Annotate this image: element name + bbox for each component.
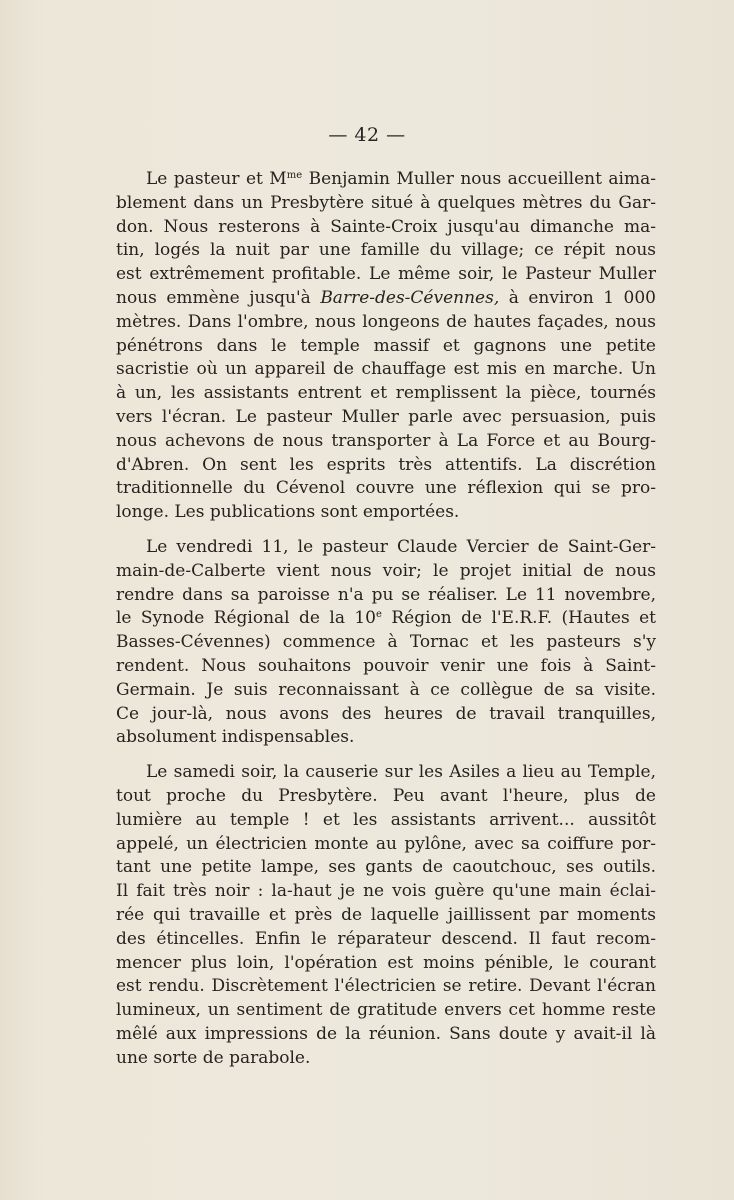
paragraph-1 [116,168,656,525]
paragraph-2 [116,536,656,750]
text-line: main-de-Calberte vient nous voir; le projet initial de nous [116,560,656,581]
superscript: me [286,170,303,181]
text-line: sacristie où un appareil de chauffage est mis en marche. Un [116,359,656,380]
superscript: e [376,609,382,621]
text-line: lumineux, un sentiment de gratitude envers cet homme reste [116,1000,656,1021]
text-line: tin, logés la nuit par une famille du village; ce répit nous [116,240,656,261]
text-line: mètres. Dans l'ombre, nous longeons de hautes façades, nous [116,311,656,332]
text-line: Germain. Je suis reconnaissant à ce collègue de sa visite. [116,679,656,700]
page-number: — 42 — [328,124,406,146]
text-line: Ce jour-là, nous avons des heures de travail tranquilles, [116,703,656,724]
text-line: Basses-Cévennes) commence à Tornac et les pasteurs s'y [116,632,656,653]
text-line: rendre dans sa paroisse n'a pu se réaliser. Le 11 novembre, [116,584,656,605]
text-line: Le samedi soir, la causerie sur les Asiles a lieu au Temple, [146,762,656,783]
text-line: est extrêmement profitable. Le même soir, le Pasteur Muller [116,264,656,285]
text-line: longe. Les publications sont emportées. [116,502,460,523]
text-line: blement dans un Presbytère situé à quelques mètres du Gar- [116,192,656,213]
text-line: pénétrons dans le temple massif et gagnons une petite [116,335,656,356]
text-line: tant une petite lampe, ses gants de caoutchouc, ses outils. [116,857,656,878]
text-line: don. Nous resterons à Sainte-Croix jusqu'au dimanche ma- [116,216,656,237]
text-line: Il fait très noir : la-haut je ne vois guère qu'une main éclai- [116,881,656,902]
text-line: d'Abren. On sent les esprits très attentifs. La discrétion [116,454,656,475]
text-line: appelé, un électricien monte au pylône, avec sa coiffure por- [116,833,656,854]
body-text [116,168,656,1081]
text-line: est rendu. Discrètement l'électricien se retire. Devant l'écran [116,976,656,997]
text-line: nous achevons de nous transporter à La Force et au Bourg- [116,430,656,451]
text-line: mêlé aux impressions de la réunion. Sans doute y avait-il là [116,1023,656,1044]
text-line: le Synode Régional de la 10e Région de l'E.R.F. (Hautes et [116,608,656,629]
text-line: vers l'écran. Le pasteur Muller parle avec persuasion, puis [116,406,656,427]
place-name: Barre-des-Cévennes, [320,287,500,308]
text-line: à un, les assistants entrent et remplissent la pièce, tournés [116,383,656,404]
text-line: Le pasteur et $M^{me}$ Benjamin Muller nous accueillent aima- [146,169,656,189]
text-line: traditionnelle du Cévenol couvre une réflexion qui se pro- [116,478,656,499]
text-line: Le vendredi 11, le pasteur Claude Vercier de Saint-Ger- [146,536,656,557]
paragraph-3 [116,761,656,1070]
text-line: mencer plus loin, l'opération est moins pénible, le courant [116,952,656,973]
text-line: lumière au temple ! et les assistants arrivent... aussitôt [116,809,656,830]
text-line: une sorte de parabole. [116,1047,311,1068]
text-line: nous emmène jusqu'à Barre-des-Cévennes, à environ 1 000 [116,287,656,308]
text-line: tout proche du Presbytère. Peu avant l'heure, plus de [116,785,656,806]
text-line: des étincelles. Enfin le réparateur descend. Il faut recom- [116,928,656,949]
text-line: rée qui travaille et près de laquelle jaillissent par moments [116,904,656,925]
text-line: absolument indispensables. [116,727,355,748]
text-line: rendent. Nous souhaitons pouvoir venir une fois à Saint- [116,655,656,676]
